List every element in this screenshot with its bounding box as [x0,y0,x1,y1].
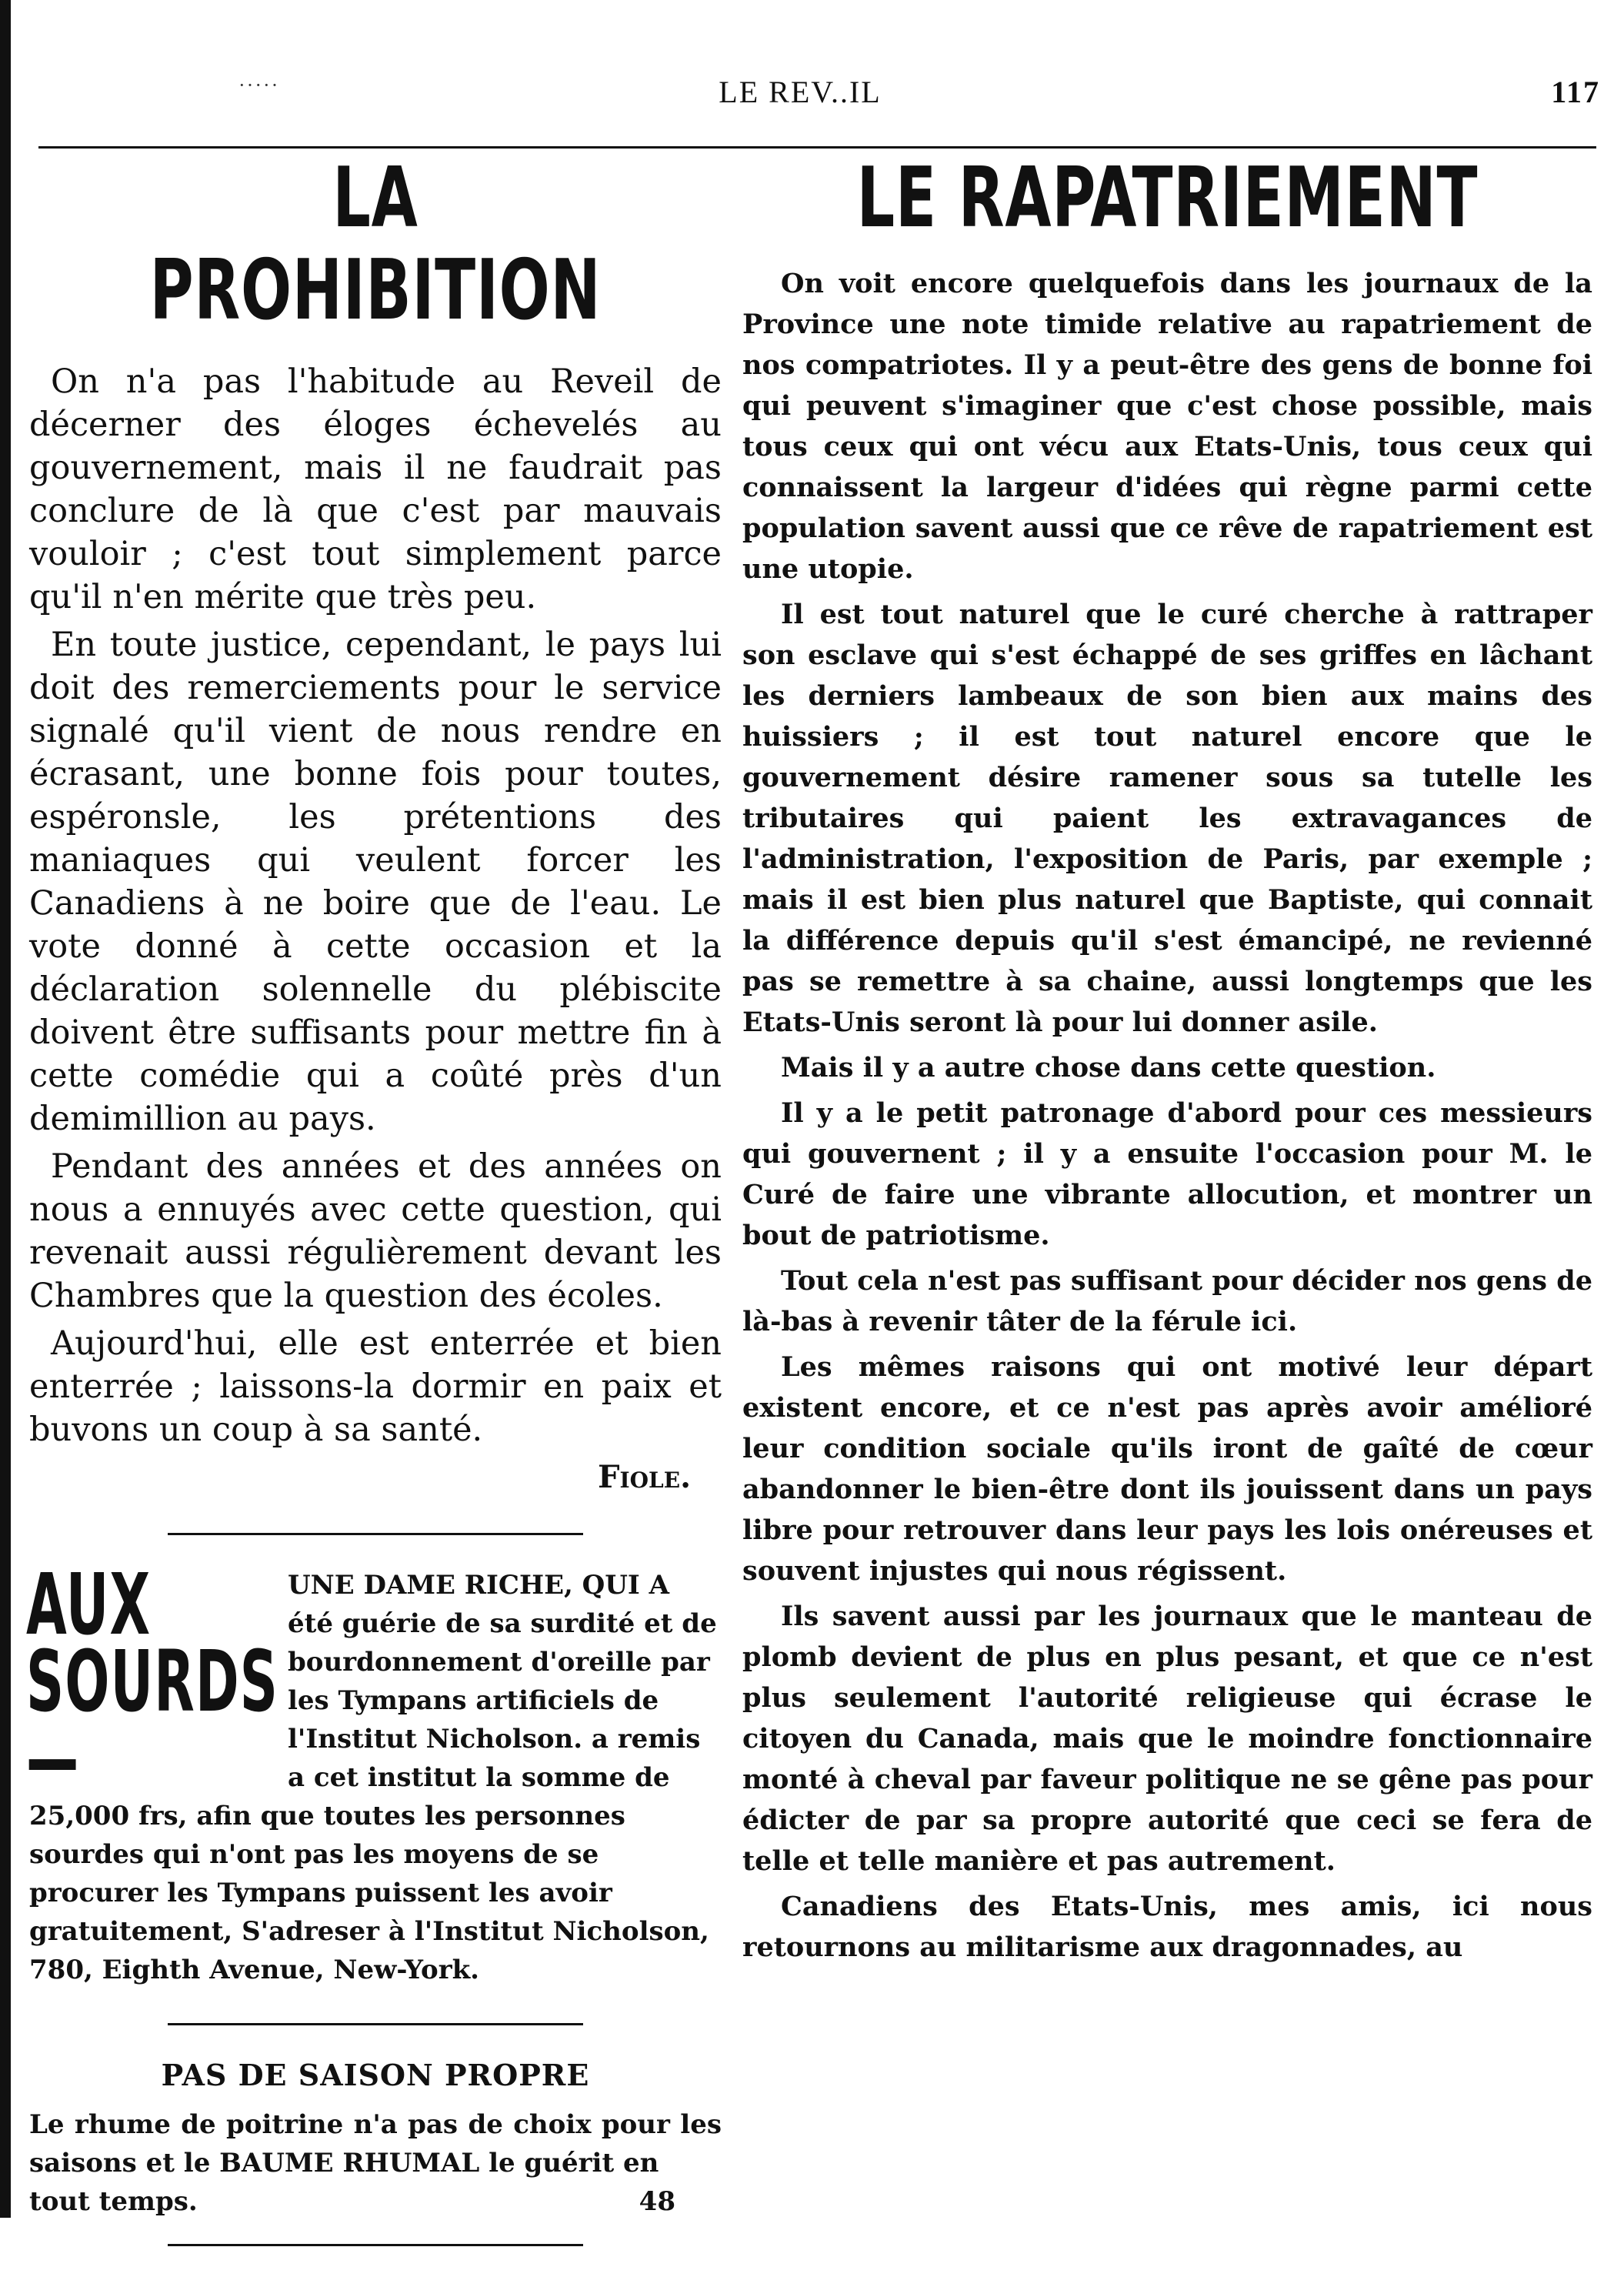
article-paragraph: Il y a le petit patronage d'abord pour ces messieurs qui gouvernent ; il y a ensuite l'occasion pour M. le Curé de faire une vibrante allocution, et montrer un bout de patriotisme. [742,1097,1592,1251]
publication-title: LE REV..IL [719,75,882,109]
notice-saison [29,2056,722,2221]
notice-number: 48 [639,2186,675,2217]
notice-text: Le rhume de poitrine n'a pas de choix pour les saisons et le BAUME RHUMAL le guérit en [29,2109,722,2179]
ad-heading: AUX SOURDS— [26,1555,279,1808]
notice-heading: PAS DE SAISON PROPRE [161,2058,590,2092]
article-paragraph: Pendant des années et des années on nous a ennuyés avec cette question, qui revenait aussi régulièrement devant les Chambres que la question des écoles. [29,1147,722,1315]
left-column [26,150,722,2277]
article-heading-prohibition: LA PROHIBITION [149,150,602,339]
article-paragraph: Canadiens des Etats-Unis, mes amis, ici nous retournons au militarisme aux dragonnades, au [742,1891,1592,1963]
header-rule [38,146,1596,149]
section-divider [168,2244,583,2246]
article-paragraph: Les mêmes raisons qui ont motivé leur départ existent encore, et ce n'est pas après avoir amélioré leur condition sociale qu'ils iront de gaîté de cœur abandonner le bien-être dont ils jouissent dans un pays libre pour retrouver dans leur pays les lois onéreuses et souvent injustes qui nous régissent. [742,1351,1592,1587]
advertisement-sourds [26,1555,722,1989]
page-header [31,74,1600,120]
article-paragraph: On n'a pas l'habitude au Reveil de décerner des éloges échevelés au gouvernement, mais il ne faudrait pas conclure de là que c'est par mauvais vouloir ; c'est tout simplement parce qu'il n'en mérite que très peu. [29,362,722,616]
article-paragraph: En toute justice, cependant, le pays lui doit des remerciements pour le service signalé qu'il vient de nous rendre en écrasant, une bonne fois pour toutes, espéronsle, les prétentions des maniaques qui veulent forcer les Canadiens à ne boire que de l'eau. Le vote donné à cette occasion et la déclaration solennelle du plébiscite doivent être suffisants pour mettre fin à cette comédie qui a coûté près d'un demimillion au pays. [29,626,722,1138]
article-paragraph: Mais il y a autre chose dans cette question. [781,1052,1436,1083]
section-divider [168,2023,583,2025]
page-number: 117 [1551,75,1600,109]
article-paragraph: Aujourd'hui, elle est enterrée et bien enterrée ; laissons-la dormir en paix et buvons un coup à sa santé. [29,1324,722,1449]
scan-edge [0,0,11,2218]
article-signature: Fiole. [598,1459,691,1495]
article-heading-rapatriement: LE RAPATRIEMENT [856,150,1479,246]
article-paragraph: On voit encore quelquefois dans les journaux de la Province une note timide relative au rapatriement de nos compatriotes. Il y a peut-être des gens de bonne foi qui peuvent s'imaginer que c'est chose possible, mais tous ceux qui ont vécu aux Etats-Unis, tous ceux qui connaissent la largeur d'idées qui règne parmi cette population savent aussi que ce rêve de rapatriement est une utopie. [742,268,1592,585]
right-column [742,152,1592,1972]
notice-last-line: tout temps. [29,2186,198,2217]
article-paragraph: Tout cela n'est pas suffisant pour décider nos gens de là-bas à revenir tâter de la férule ici. [742,1265,1592,1337]
ad-text: UNE DAME RICHE, QUI A été guérie de sa surdité et de bourdonnement d'oreille par les Tympans artificiels de l'Institut Nicholson. a remis a cet institut la somme de 25,000 frs, afin que toutes les personnes sourdes qui n'ont pas les moyens de se procurer les Tympans puissent les avoir gratuitement, S'adreser à l'Institut Nicholson, 780, Eighth Avenue, New-York. [29,1570,717,1985]
section-divider [168,1533,583,1535]
header-mark: ····· [238,74,280,96]
article-paragraph: Il est tout naturel que le curé cherche à rattraper son esclave qui s'est échappé de ses griffes en lâchant les derniers lambeaux de son bien aux mains des huissiers ; il est tout naturel encore que le gouvernement désire ramener sous sa tutelle les tributaires qui paient les extravagances de l'administration, l'exposition de Paris, par exemple ; mais il est bien plus naturel que Baptiste, qui connait la différence depuis qu'il s'est émancipé, ne revienné pas se remettre à sa chaine, aussi longtemps que les Etats-Unis seront là pour lui donner asile. [742,599,1592,1038]
article-paragraph: Ils savent aussi par les journaux que le manteau de plomb devient de plus en plus pesant, et que ce n'est plus seulement l'autorité religieuse qui écrase le citoyen du Canada, mais que le moindre fonctionnaire monté à cheval par faveur politique ne se gêne pas pour édicter de par sa propre autorité que ceci se fera de telle et telle manière et pas autrement. [742,1601,1592,1877]
